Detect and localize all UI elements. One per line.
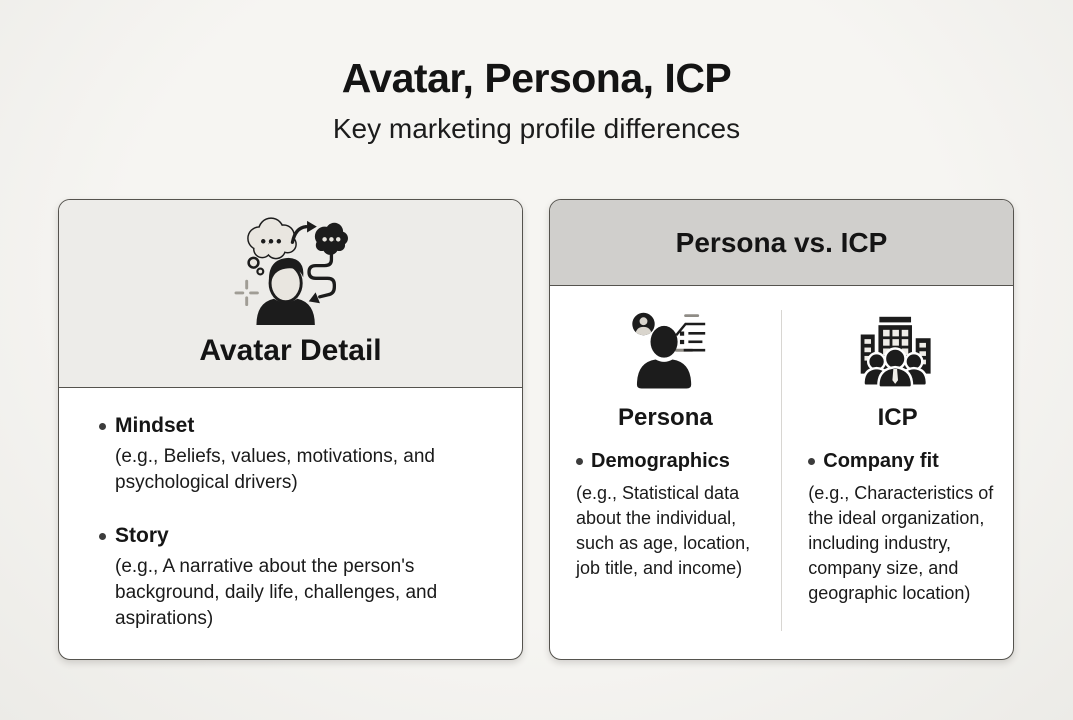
page-header <box>0 0 1073 145</box>
page-subtitle: Key marketing profile differences <box>332 113 741 145</box>
thought-process-icon <box>229 212 353 330</box>
icp-column <box>782 286 1013 659</box>
item-label: Mindset <box>115 414 195 437</box>
item-label: Company fit <box>823 450 939 472</box>
persona-column <box>550 286 781 659</box>
item-label: Demographics <box>591 450 730 472</box>
avatar-detail-card <box>58 199 523 660</box>
persona-user-icon <box>550 308 781 396</box>
avatar-card-header <box>59 200 522 388</box>
bullet-dot <box>576 458 583 465</box>
cards-row <box>58 199 1014 660</box>
list-item-mindset <box>99 414 494 496</box>
company-buildings-icon <box>782 308 1013 396</box>
comparison-card-title: Persona vs. ICP <box>675 226 888 258</box>
item-label: Story <box>115 524 169 547</box>
bullet-dot <box>808 458 815 465</box>
list-item-story <box>99 524 494 632</box>
page-title: Avatar, Persona, ICP <box>341 55 732 101</box>
bullet-dot <box>99 423 106 430</box>
avatar-card-body <box>59 388 522 632</box>
bullet-row <box>99 524 494 548</box>
avatar-card-title: Avatar Detail <box>199 334 382 367</box>
comparison-card-header <box>550 200 1013 286</box>
item-description: (e.g., A narrative about the person's background, daily life, challenges, and aspirations) <box>115 556 438 629</box>
bullet-row <box>99 414 494 438</box>
bullet-row <box>576 450 771 473</box>
bullet-dot <box>99 533 106 540</box>
item-description: (e.g., Characteristics of the ideal organization, including industry, company size, and geographic location) <box>808 483 994 603</box>
bullet-row <box>808 450 1003 473</box>
column-name-persona: Persona <box>618 404 713 431</box>
item-description: (e.g., Statistical data about the individual, such as age, location, job title, and income) <box>576 483 751 578</box>
persona-vs-icp-card <box>549 199 1014 660</box>
column-name-icp: ICP <box>877 404 918 431</box>
item-description: (e.g., Beliefs, values, motivations, and psychological drivers) <box>115 446 435 493</box>
comparison-card-body <box>550 286 1013 659</box>
